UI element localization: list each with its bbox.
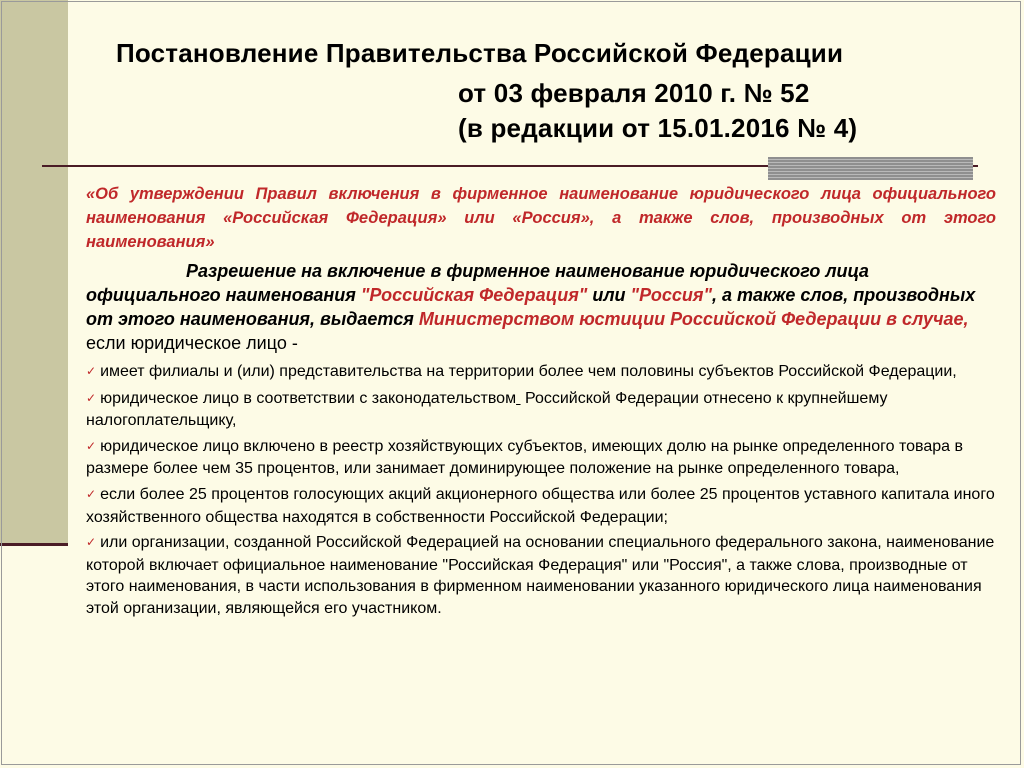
permission-part-2: , а также слов, производных от этого наименования, выдается [86, 285, 976, 329]
list-item [86, 532, 996, 619]
title-line-3: (в редакции от 15.01.2016 № 4) [458, 113, 858, 143]
checkmark-icon: ✓ [86, 364, 97, 378]
condition-text: или организации, созданной Российской Федерацией на основании специального федерального закона, наименование которой включает официальное наименование "Российская Федерация" или "Россия", а также слова, производные от этого наименования, в части использования в фирменном наименовании указанного юридического лица наименования этой организации, являющейся его участником. [86, 534, 995, 617]
permission-ministry: Министерством юстиции Российской Федерации в случае, [418, 309, 969, 329]
slide-content [86, 182, 996, 624]
left-decor-rule [0, 543, 68, 546]
permission-part-1: Разрешение на включение в фирменное наименование юридического лица официального наименования [86, 261, 869, 305]
permission-quote-2: "Россия" [630, 285, 712, 305]
condition-text: юридическое лицо в соответствии с законодательством [100, 389, 517, 407]
gray-decor-band [768, 157, 973, 180]
list-item [86, 436, 996, 480]
checkmark-icon: ✓ [86, 535, 97, 550]
left-decor-bar [0, 0, 68, 545]
title-line-1: Постановление Правительства Российской Федерации [116, 38, 844, 68]
title-line-2: от 03 февраля 2010 г. № 52 [458, 78, 810, 108]
permission-tail: если юридическое лицо - [86, 333, 298, 353]
checkmark-icon: ✓ [86, 390, 97, 405]
permission-paragraph [86, 259, 996, 355]
checkmark-icon: ✓ [86, 486, 97, 501]
list-item [86, 484, 996, 528]
list-item [86, 361, 996, 384]
condition-text: имеет филиалы и (или) представительства на территории более чем половины субъектов Российской Федерации, [100, 363, 957, 380]
permission-quote-1: "Российская Федерация" [360, 285, 588, 305]
resolution-name: «Об утверждении Правил включения в фирменное наименование юридического лица официального наименования «Российская Федерация» или «Россия», а также слов, производных от этого наименования» [86, 185, 996, 251]
permission-or: или [587, 285, 631, 305]
condition-text: если более 25 процентов голосующих акций акционерного общества или более 25 процентов уставного капитала иного хозяйственного общества находятся в собственности Российской Федерации; [86, 485, 995, 526]
condition-text: юридическое лицо включено в реестр хозяйствующих субъектов, имеющих долю на рынке определенного товара в размере более чем 35 процентов, или занимает доминирующее положение на рынке определенного товара, [86, 437, 963, 478]
conditions-list [86, 361, 996, 620]
checkmark-icon: ✓ [86, 438, 97, 453]
list-item [86, 388, 996, 432]
condition-text-rest: Российской Федерации отнесено к крупнейшему налогоплательщику, [86, 389, 888, 430]
